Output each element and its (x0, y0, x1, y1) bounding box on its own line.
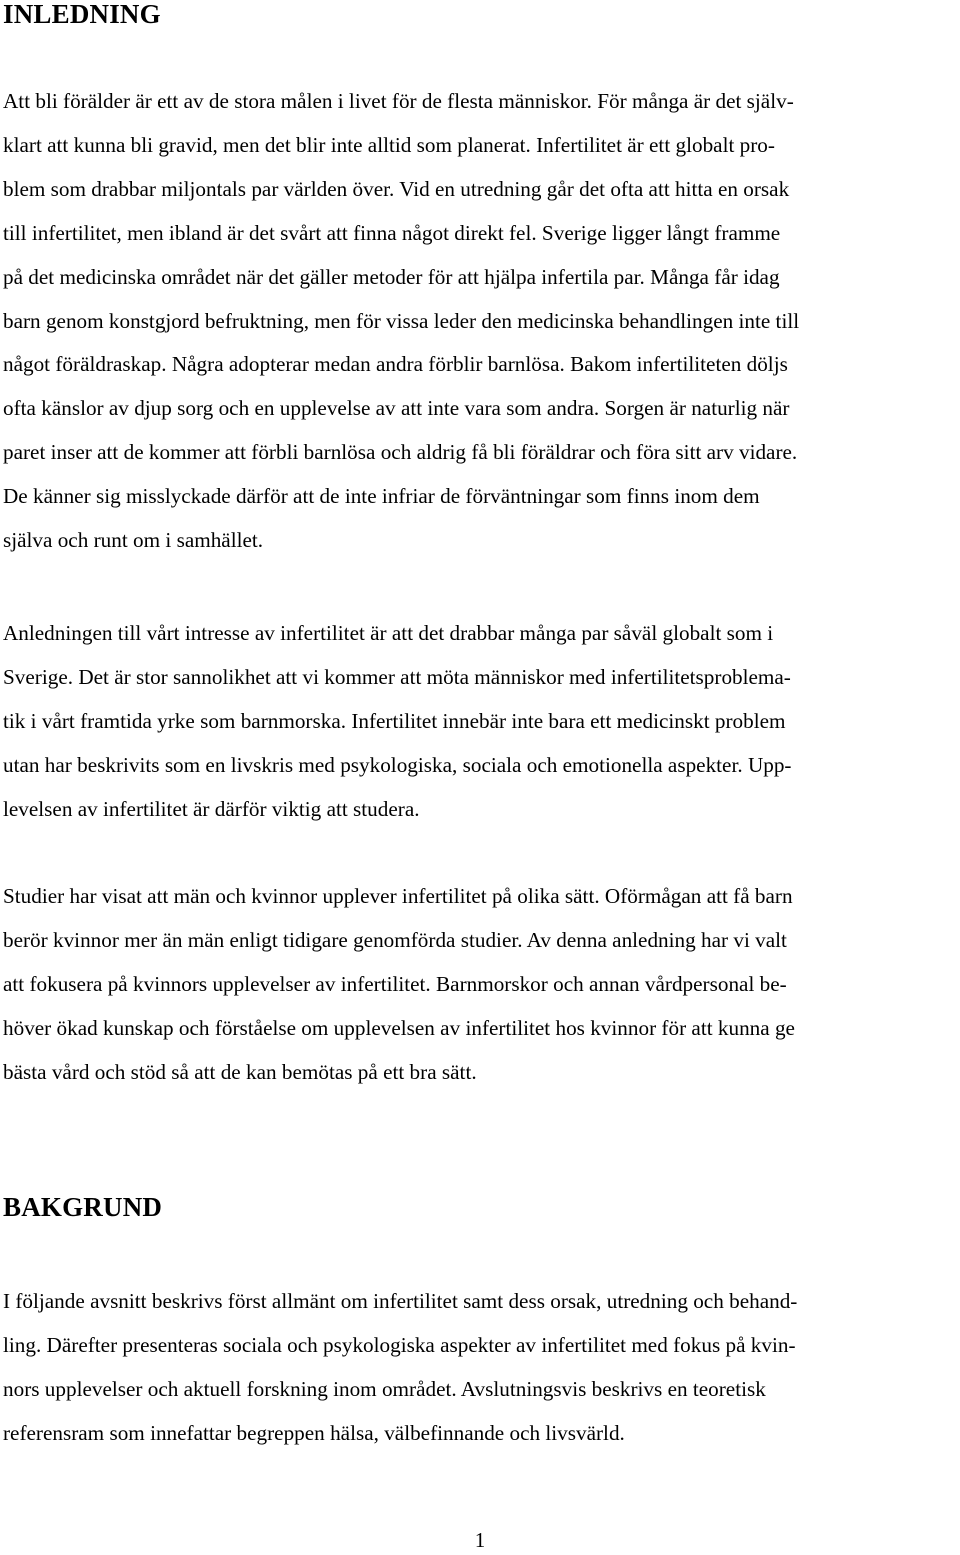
text-line: något föräldraskap. Några adopterar medan andra förblir barnlösa. Bakom infertiliteten döljs (3, 352, 788, 377)
paragraph-inledning-3 (3, 875, 960, 1095)
section-heading-inledning: INLEDNING (3, 0, 161, 29)
text-line: bästa vård och stöd så att de kan bemötas på ett bra sätt. (3, 1059, 477, 1084)
text-line: Studier har visat att män och kvinnor upplever infertilitet på olika sätt. Oförmågan att få barn (3, 884, 793, 908)
text-line: på det medicinska området när det gäller metoder för att hjälpa infertila par. Många får idag (3, 264, 780, 289)
text-line: referensram som innefattar begreppen hälsa, välbefinnande och livsvärld. (3, 1420, 625, 1445)
paragraph-bakgrund-1 (3, 1280, 960, 1456)
text-line: klart att kunna bli gravid, men det blir inte alltid som planerat. Infertilitet är ett globalt pro- (3, 132, 775, 157)
paragraph-inledning-1 (3, 80, 960, 563)
text-line: själva och runt om i samhället. (3, 528, 264, 553)
text-line: utan har beskrivits som en livskris med psykologiska, sociala och emotionella aspekter. Upp- (3, 752, 792, 777)
paragraph-inledning-2 (3, 612, 960, 832)
section-heading-bakgrund: BAKGRUND (3, 1192, 163, 1222)
text-line: blem som drabbar miljontals par världen över. Vid en utredning går det ofta att hitta en orsak (3, 176, 790, 201)
text-line: berör kvinnor mer än män enligt tidigare genomförda studier. Av denna anledning har vi valt (3, 927, 787, 952)
text-line: barn genom konstgjord befruktning, men för vissa leder den medicinska behandlingen inte till (3, 308, 800, 333)
text-line: Anledningen till vårt intresse av infertilitet är att det drabbar många par såväl globalt som i (3, 621, 774, 645)
page-number: 1 (474, 1528, 486, 1552)
text-line: tik i vårt framtida yrke som barnmorska. Infertilitet innebär inte bara ett medicinskt problem (3, 708, 786, 733)
text-line: paret inser att de kommer att förbli barnlösa och aldrig få bli föräldrar och föra sitt arv vidare. (3, 440, 798, 465)
text-line: till infertilitet, men ibland är det svårt att finna något direkt fel. Sverige ligger långt framme (3, 220, 781, 245)
text-line: Sverige. Det är stor sannolikhet att vi kommer att möta människor med infertilitetsproblema- (3, 664, 791, 689)
text-line: höver ökad kunskap och förståelse om upplevelsen av infertilitet hos kvinnor för att kunna ge (3, 1015, 795, 1040)
text-line: ling. Därefter presenteras sociala och psykologiska aspekter av infertilitet med fokus på kvin- (3, 1332, 796, 1357)
text-line: att fokusera på kvinnors upplevelser av infertilitet. Barnmorskor och annan vårdpersonal be- (3, 971, 787, 996)
text-line: Att bli förälder är ett av de stora målen i livet för de flesta människor. För många är det själv- (3, 89, 794, 113)
text-line: ofta känslor av djup sorg och en upplevelse av att inte vara som andra. Sorgen är naturlig när (3, 396, 790, 421)
text-line: levelsen av infertilitet är därför viktig att studera. (3, 796, 420, 821)
text-line: I följande avsnitt beskrivs först allmänt om infertilitet samt dess orsak, utredning och behand- (3, 1289, 798, 1313)
text-line: De känner sig misslyckade därför att de inte infriar de förväntningar som finns inom dem (3, 484, 760, 509)
text-line: nors upplevelser och aktuell forskning inom området. Avslutningsvis beskrivs en teoretisk (3, 1376, 766, 1401)
